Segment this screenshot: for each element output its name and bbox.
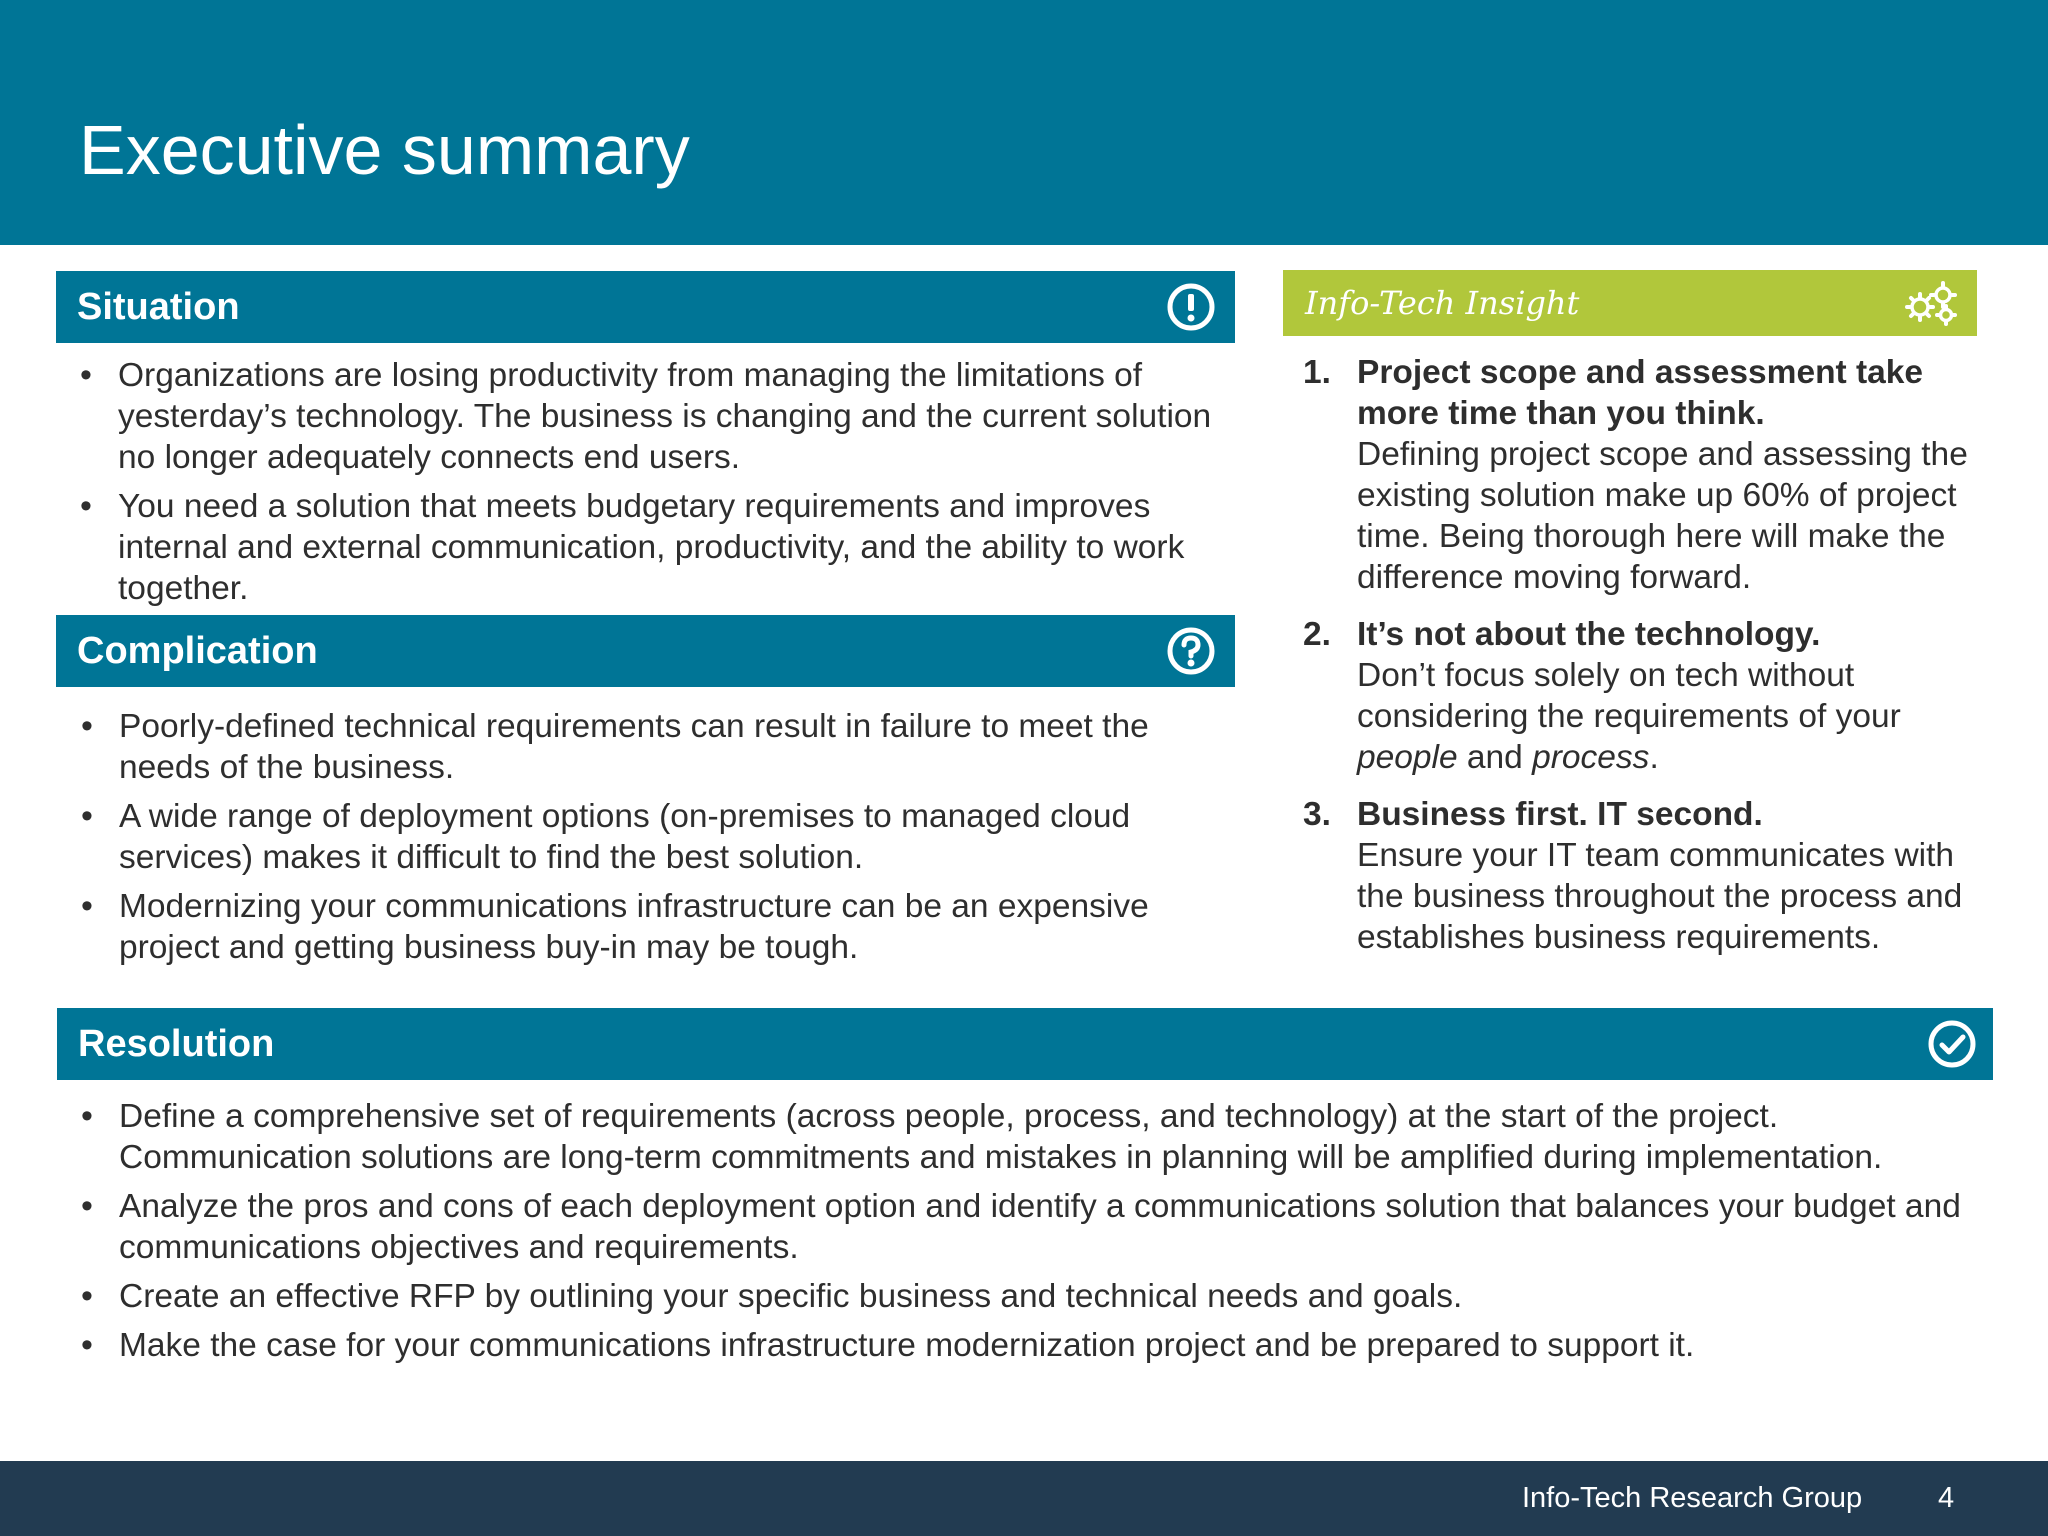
insight-label: Info-Tech Insight: [1305, 284, 1580, 322]
page-number: 4: [1938, 1482, 1955, 1514]
insight-item: [1303, 794, 1973, 958]
insight-list: [1303, 352, 1973, 974]
insight-heading: Project scope and assessment take more time than you think.: [1357, 354, 1924, 432]
resolution-header: [57, 1008, 1993, 1080]
insight-item: [1303, 352, 1973, 598]
insight-heading: It’s not about the technology.: [1357, 616, 1821, 653]
insight-number: 3.: [1303, 796, 1331, 833]
list-item: • Organizations are losing productivity from managing the limitations of yesterday’s technology. The business is changing and the current solution no longer adequately connects end users.: [78, 355, 1218, 478]
exclamation-circle-icon: [1165, 281, 1217, 333]
gears-icon: [1903, 279, 1961, 327]
situation-label: Situation: [77, 286, 240, 328]
list-item: • You need a solution that meets budgetary requirements and improves internal and external communication, productivity, and the ability to work together.: [78, 486, 1218, 609]
page-title: Executive summary: [79, 111, 690, 189]
complication-bullets: [79, 706, 1219, 976]
resolution-bullets: [79, 1096, 1979, 1374]
insight-header: [1283, 270, 1977, 336]
check-circle-icon: [1926, 1018, 1978, 1070]
list-item: • Make the case for your communications infrastructure modernization project and be prepared to support it.: [79, 1325, 1979, 1366]
insight-item: [1303, 614, 1973, 778]
footer-org: Info-Tech Research Group: [1522, 1482, 1863, 1514]
resolution-label: Resolution: [78, 1023, 275, 1065]
list-item: • Create an effective RFP by outlining your specific business and technical needs and goals.: [79, 1276, 1979, 1317]
insight-body: Don’t focus solely on tech without considering the requirements of your people and process.: [1357, 657, 1901, 776]
footer: [0, 1461, 2048, 1536]
insight-body: Defining project scope and assessing the existing solution make up 60% of project time. Being thorough here will make the difference moving forward.: [1357, 436, 1968, 596]
list-item: • Poorly-defined technical requirements can result in failure to meet the needs of the business.: [79, 706, 1219, 788]
question-circle-icon: [1165, 625, 1217, 677]
insight-number: 1.: [1303, 354, 1331, 391]
complication-label: Complication: [77, 630, 318, 672]
list-item: • A wide range of deployment options (on-premises to managed cloud services) makes it difficult to find the best solution.: [79, 796, 1219, 878]
list-item: • Modernizing your communications infrastructure can be an expensive project and getting business buy-in may be tough.: [79, 886, 1219, 968]
list-item: • Define a comprehensive set of requirements (across people, process, and technology) at the start of the project. Communication solutions are long-term commitments and mistakes in planning will be amplified during implementation.: [79, 1096, 1979, 1178]
situation-bullets: [78, 355, 1218, 617]
insight-body: Ensure your IT team communicates with the business throughout the process and establishes business requirements.: [1357, 837, 1963, 956]
complication-header: [56, 615, 1235, 687]
situation-header: [56, 271, 1235, 343]
insight-number: 2.: [1303, 616, 1331, 653]
insight-heading: Business first. IT second.: [1357, 796, 1763, 833]
list-item: • Analyze the pros and cons of each deployment option and identify a communications solution that balances your budget and communications objectives and requirements.: [79, 1186, 1979, 1268]
